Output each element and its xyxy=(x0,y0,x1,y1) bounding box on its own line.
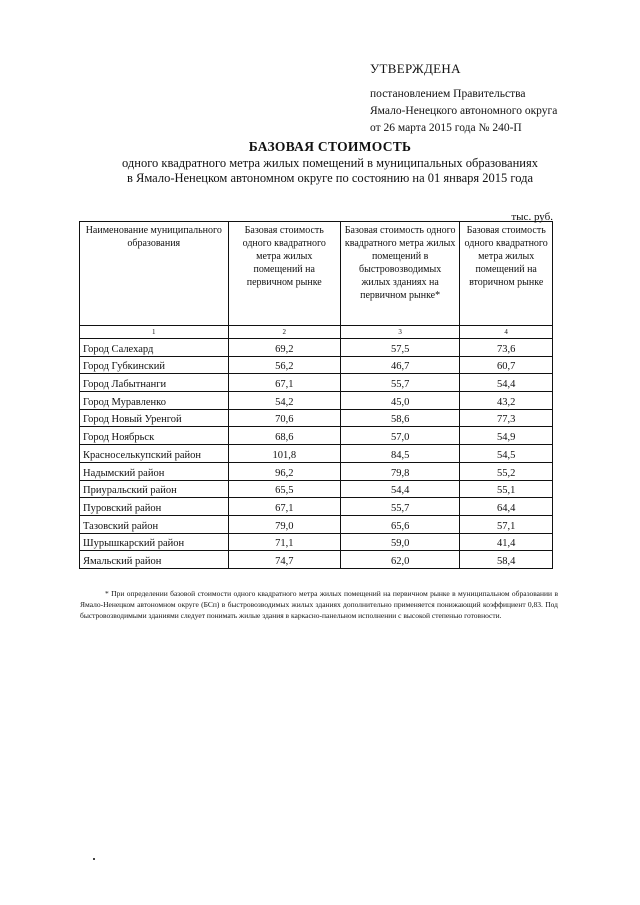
footnote-text: * При определении базовой стоимости одного квадратного метра жилых помещений на первичном рынке в муниципальном образовании в Ямало-Ненецком автономном округе (БСп) в быстровозводимых жилых зданиях дополнительно применяется понижающий коэффициент 0,83. Под быстровозводимыми зданиями следует понимать жилые здания в каркасно-панельном исполнении с высокой степенью готовности. xyxy=(80,589,558,620)
municipality-name: Город Новый Уренгой xyxy=(80,409,229,427)
table-row xyxy=(80,356,553,374)
footnote xyxy=(80,588,558,621)
prefab-cost: 58,6 xyxy=(340,409,459,427)
header-secondary-market: Базовая стоимость одного квадратного метра жилых помещений на вторичном рынке xyxy=(460,222,553,326)
scan-speck xyxy=(93,858,95,860)
table-body xyxy=(80,339,553,569)
prefab-cost: 57,0 xyxy=(340,427,459,445)
approval-line-2: Ямало-Ненецкого автономного округа xyxy=(370,105,558,117)
secondary-cost: 55,1 xyxy=(460,480,553,498)
municipality-name: Город Салехард xyxy=(80,339,229,357)
municipality-name: Красноселькупский район xyxy=(80,445,229,463)
prefab-cost: 46,7 xyxy=(340,356,459,374)
secondary-cost: 43,2 xyxy=(460,392,553,410)
prefab-cost: 57,5 xyxy=(340,339,459,357)
secondary-cost: 54,4 xyxy=(460,374,553,392)
table-row xyxy=(80,392,553,410)
municipality-name: Надымский район xyxy=(80,462,229,480)
title-subtitle-2: в Ямало-Ненецком автономном округе по состоянию на 01 января 2015 года xyxy=(126,171,533,185)
prefab-cost: 55,7 xyxy=(340,498,459,516)
prefab-cost: 59,0 xyxy=(340,533,459,551)
title-subtitle-1: одного квадратного метра жилых помещений в муниципальных образованиях xyxy=(122,156,538,170)
table-row xyxy=(80,462,553,480)
header-primary-market: Базовая стоимость одного квадратного метра жилых помещений на первичном рынке xyxy=(228,222,340,326)
municipality-name: Приуральский район xyxy=(80,480,229,498)
primary-cost: 70,6 xyxy=(228,409,340,427)
table-row xyxy=(80,374,553,392)
title-main: БАЗОВАЯ СТОИМОСТЬ xyxy=(248,139,412,154)
secondary-cost: 57,1 xyxy=(460,515,553,533)
column-number: 3 xyxy=(340,326,459,339)
table-row xyxy=(80,409,553,427)
municipality-name: Город Муравленко xyxy=(80,392,229,410)
primary-cost: 79,0 xyxy=(228,515,340,533)
primary-cost: 67,1 xyxy=(228,498,340,516)
municipality-name: Город Ноябрьск xyxy=(80,427,229,445)
document-title xyxy=(80,138,580,186)
approval-block xyxy=(370,60,557,137)
primary-cost: 69,2 xyxy=(228,339,340,357)
primary-cost: 54,2 xyxy=(228,392,340,410)
table-row xyxy=(80,533,553,551)
column-number: 2 xyxy=(228,326,340,339)
prefab-cost: 84,5 xyxy=(340,445,459,463)
secondary-cost: 64,4 xyxy=(460,498,553,516)
table-row xyxy=(80,515,553,533)
approval-heading: УТВЕРЖДЕНА xyxy=(370,61,461,76)
secondary-cost: 54,5 xyxy=(460,445,553,463)
municipality-name: Город Лабытнанги xyxy=(80,374,229,392)
municipality-name: Город Губкинский xyxy=(80,356,229,374)
municipality-name: Шурышкарский район xyxy=(80,533,229,551)
table-row xyxy=(80,480,553,498)
primary-cost: 74,7 xyxy=(228,551,340,569)
prefab-cost: 65,6 xyxy=(340,515,459,533)
table-row xyxy=(80,339,553,357)
header-prefab-primary-market: Базовая стоимость одного квадратного метра жилых помещений в быстровозводимых жилых зданиях на первичном рынке* xyxy=(340,222,459,326)
table-row xyxy=(80,427,553,445)
table-row xyxy=(80,498,553,516)
approval-line-1: постановлением Правительства xyxy=(370,88,526,100)
primary-cost: 96,2 xyxy=(228,462,340,480)
secondary-cost: 60,7 xyxy=(460,356,553,374)
prefab-cost: 54,4 xyxy=(340,480,459,498)
secondary-cost: 55,2 xyxy=(460,462,553,480)
primary-cost: 71,1 xyxy=(228,533,340,551)
secondary-cost: 77,3 xyxy=(460,409,553,427)
prefab-cost: 62,0 xyxy=(340,551,459,569)
header-municipality: Наименование муниципального образования xyxy=(80,222,229,326)
primary-cost: 68,6 xyxy=(228,427,340,445)
municipality-name: Пуровский район xyxy=(80,498,229,516)
column-number: 4 xyxy=(460,326,553,339)
prefab-cost: 55,7 xyxy=(340,374,459,392)
cost-table xyxy=(79,221,553,569)
table-row xyxy=(80,551,553,569)
municipality-name: Ямальский район xyxy=(80,551,229,569)
secondary-cost: 58,4 xyxy=(460,551,553,569)
prefab-cost: 45,0 xyxy=(340,392,459,410)
primary-cost: 65,5 xyxy=(228,480,340,498)
secondary-cost: 41,4 xyxy=(460,533,553,551)
table-header-row xyxy=(80,222,553,326)
secondary-cost: 73,6 xyxy=(460,339,553,357)
municipality-name: Тазовский район xyxy=(80,515,229,533)
column-number: 1 xyxy=(80,326,229,339)
primary-cost: 56,2 xyxy=(228,356,340,374)
primary-cost: 101,8 xyxy=(228,445,340,463)
primary-cost: 67,1 xyxy=(228,374,340,392)
approval-line-3: от 26 марта 2015 года № 240-П xyxy=(370,122,522,134)
table-row xyxy=(80,445,553,463)
secondary-cost: 54,9 xyxy=(460,427,553,445)
unit-label: тыс. руб. xyxy=(511,211,553,223)
column-number-row xyxy=(80,326,553,339)
prefab-cost: 79,8 xyxy=(340,462,459,480)
